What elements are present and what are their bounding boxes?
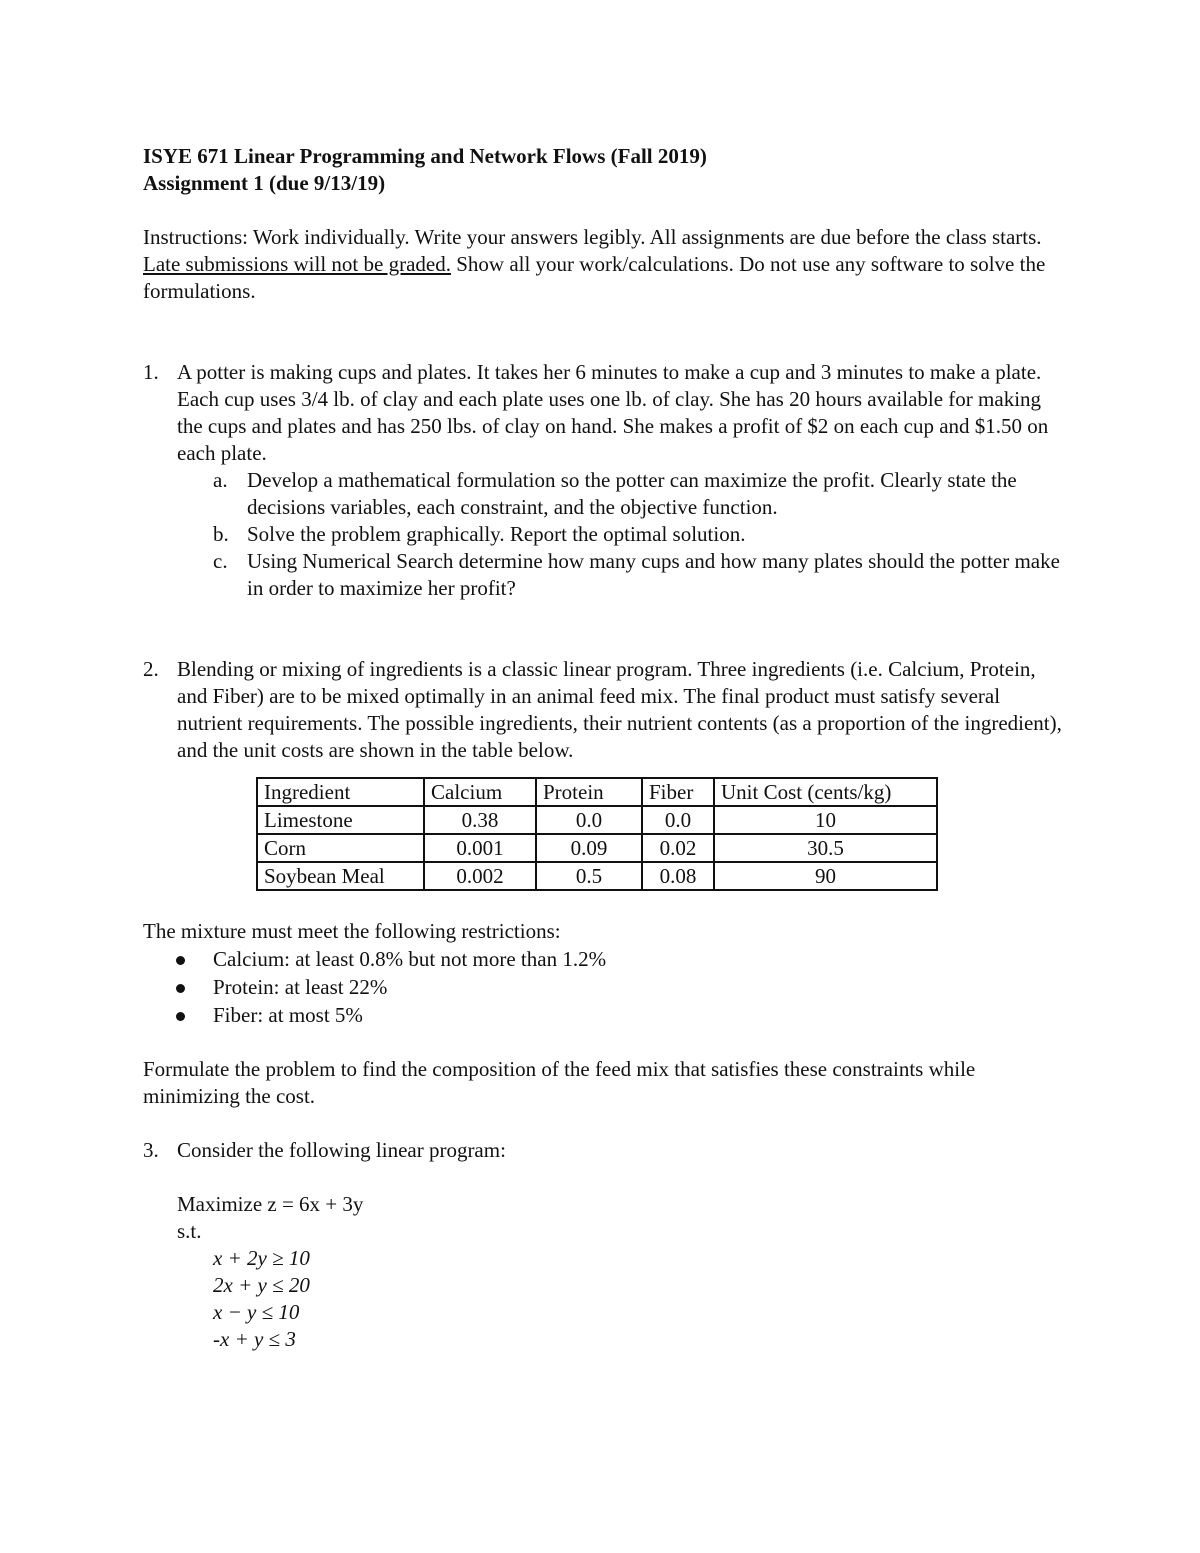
constraint: x − y ≤ 10	[213, 1300, 300, 1324]
late-submission-notice: Late submissions will not be graded.	[143, 252, 451, 276]
table-cell: 0.002	[424, 862, 536, 890]
table-row	[257, 862, 937, 890]
document-page	[143, 143, 1063, 1353]
table-header-row	[257, 778, 937, 806]
part-text: Develop a mathematical formulation so the potter can maximize the profit. Clearly state the decisions variables, each constraint, and the objective function.	[247, 468, 1017, 519]
table-cell: 0.09	[536, 834, 642, 862]
instructions-text-part1: Instructions: Work individually. Write your answers legibly. All assignments are due before the class starts.	[143, 225, 1042, 249]
nutrient-table	[256, 777, 938, 891]
question-text: Blending or mixing of ingredients is a classic linear program. Three ingredients (i.e. Calcium, Protein, and Fiber) are to be mixed optimally in an animal feed mix. The final product must satisfy several nutrient requirements. The possible ingredients, their nutrient contents (as a proportion of the ingredient), and the unit costs are shown in the table below.	[177, 657, 1062, 762]
table-cell: 0.5	[536, 862, 642, 890]
table-header-cell: Fiber	[642, 778, 714, 806]
table-cell: Corn	[257, 834, 424, 862]
constraint: x + 2y ≥ 10	[213, 1246, 310, 1270]
instructions-text-part2: Show all your work/calculations. Do not use any software to solve the formulations.	[143, 252, 1046, 303]
question-part-c	[177, 548, 1063, 602]
question-part-b	[177, 521, 1063, 548]
objective-function: Maximize z = 6x + 3y	[177, 1192, 364, 1216]
table-cell: Soybean Meal	[257, 862, 424, 890]
list-item	[143, 974, 1063, 1001]
table-cell: 90	[714, 862, 937, 890]
part-text: Solve the problem graphically. Report the optimal solution.	[247, 522, 746, 546]
constraint: 2x + y ≤ 20	[213, 1273, 310, 1297]
question-part-a	[177, 467, 1063, 521]
linear-program	[143, 1191, 1063, 1353]
list-item	[143, 1002, 1063, 1029]
restrictions-list	[143, 946, 1063, 1029]
restriction-text: Fiber: at most 5%	[213, 1003, 363, 1027]
part-letter: a.	[213, 468, 228, 492]
table-cell: 0.38	[424, 806, 536, 834]
course-title: ISYE 671 Linear Programming and Network Flows (Fall 2019)	[143, 144, 707, 168]
table-header-cell: Protein	[536, 778, 642, 806]
subject-to-label: s.t.	[177, 1219, 202, 1243]
restriction-text: Protein: at least 22%	[213, 975, 388, 999]
table-row	[257, 806, 937, 834]
table-header-cell: Calcium	[424, 778, 536, 806]
table-row	[257, 834, 937, 862]
part-letter: b.	[213, 522, 229, 546]
formulate-paragraph: Formulate the problem to find the composition of the feed mix that satisfies these constraints while minimizing the cost.	[143, 1057, 976, 1108]
table-cell: 0.001	[424, 834, 536, 862]
question-number: 2.	[143, 657, 159, 681]
table-cell: 30.5	[714, 834, 937, 862]
list-item	[143, 946, 1063, 973]
question-number: 3.	[143, 1138, 159, 1162]
part-text: Using Numerical Search determine how many cups and how many plates should the potter make in order to maximize her profit?	[247, 549, 1060, 600]
constraint: -x + y ≤ 3	[213, 1327, 296, 1351]
table-cell: Limestone	[257, 806, 424, 834]
table-cell: 0.02	[642, 834, 714, 862]
question-text: Consider the following linear program:	[177, 1138, 506, 1162]
table-cell: 0.08	[642, 862, 714, 890]
part-letter: c.	[213, 549, 228, 573]
bullet-icon	[176, 1012, 185, 1021]
instructions-paragraph	[143, 224, 1063, 305]
question-2	[143, 656, 1063, 764]
question-number: 1.	[143, 360, 159, 384]
table-cell: 0.0	[536, 806, 642, 834]
question-1	[143, 359, 1063, 602]
table-header-cell: Ingredient	[257, 778, 424, 806]
bullet-icon	[176, 984, 185, 993]
restriction-text: Calcium: at least 0.8% but not more than 1.2%	[213, 947, 607, 971]
table-cell: 10	[714, 806, 937, 834]
bullet-icon	[176, 956, 185, 965]
question-text: A potter is making cups and plates. It takes her 6 minutes to make a cup and 3 minutes to make a plate. Each cup uses 3/4 lb. of clay and each plate uses one lb. of clay. She has 20 hours available for making the cups and plates and has 250 lbs. of clay on hand. She makes a profit of $2 on each cup and $1.50 on each plate.	[177, 360, 1049, 465]
restrictions-intro: The mixture must meet the following restrictions:	[143, 919, 561, 943]
question-3	[143, 1137, 1063, 1164]
assignment-title: Assignment 1 (due 9/13/19)	[143, 171, 386, 195]
table-header-cell: Unit Cost (cents/kg)	[714, 778, 937, 806]
table-cell: 0.0	[642, 806, 714, 834]
